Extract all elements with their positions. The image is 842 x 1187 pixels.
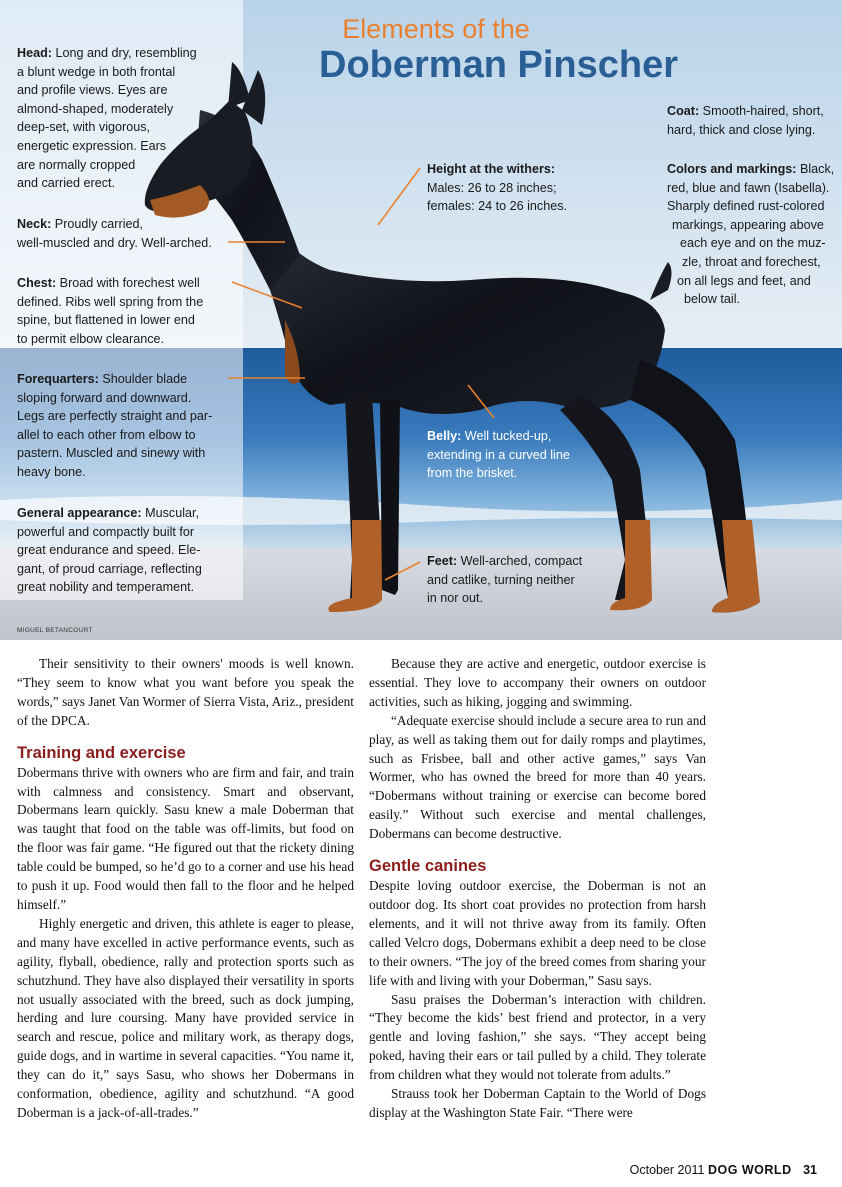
- callout-belly-label: Belly:: [427, 429, 462, 443]
- page-number: 31: [803, 1163, 817, 1177]
- callout-neck-label: Neck:: [17, 217, 52, 231]
- paragraph: Highly energetic and driven, this athlete is eager to please, and many have excelled in active performance events, such as agility, flyball, obedience, rally and protection sports such as schutzhund. They have also displayed their versatility in sports not usually associated with the breed, such as dock jumping, herding and lure coursing. Many have provided service in search and rescue, police and military work, as therapy dogs, guide dogs, and in wartime in several capacities. “You name it, they can do it,” says Sasu, who shows her Dobermans in conformation, obedience, agility and schutzhund. “A good Doberman is a jack-of-all-trades.”: [17, 915, 354, 1120]
- paragraph: Strauss took her Doberman Captain to the World of Dogs display at the Washington State Fair. “There were: [369, 1086, 706, 1120]
- callout-coat: Coat: Smooth-haired, short, hard, thick and close lying.: [667, 104, 824, 137]
- paragraph: Because they are active and energetic, outdoor exercise is essential. They love to accompany their owners on outdoor activities, such as hiking, jogging and swimming.: [369, 656, 706, 709]
- callout-neck: Neck: Proudly carried, well-muscled and dry. Well-arched.: [17, 217, 212, 250]
- paragraph: Sasu praises the Doberman’s interaction with children. “They become the kids’ best friend and protector, in a very gentle and loving fashion,” she says. “They accept being poked, having their ears or tail pulled by a child. They tolerate from children what they would not tolerate from adults.”: [369, 991, 706, 1083]
- footer-magazine: DOG WORLD: [707, 1163, 792, 1177]
- callout-chest: Chest: Broad with forechest well defined. Ribs well spring from the spine, but flattened in lower end to permit elbow clearance.: [17, 276, 204, 346]
- paragraph: Their sensitivity to their owners' moods is well known. “They seem to know what you want before you speak the words,” says Janet Van Wormer of Sierra Vista, Ariz., president of the DPCA.: [17, 656, 354, 728]
- callout-coat-label: Coat:: [667, 104, 700, 118]
- callout-feet: Feet: Well-arched, compact and catlike, turning neither in nor out.: [427, 554, 583, 606]
- callout-belly: Belly: Well tucked-up, extending in a curved line from the brisket.: [427, 429, 570, 481]
- callout-head: Head: Long and dry, resembling a blunt wedge in both frontal and profile views. Eyes are almond-shaped, moderately deep-set, with vigorous, energetic expression. Ears are normally cropped and carried erect.: [17, 46, 197, 191]
- callout-chest-label: Chest:: [17, 276, 57, 290]
- callout-general-label: General appearance:: [17, 506, 142, 520]
- paragraph: “Adequate exercise should include a secure area to run and play, as well as taking them out for daily romps and playtimes, such as Frisbee, ball and other active games,” says Van Wormer, who has owned the breed for more than 40 years. “Dobermans without training or exercise can become bored easily.” Without such exercise and mental challenges, Dobermans can become destructive.: [369, 712, 706, 842]
- paragraph: Dobermans thrive with owners who are firm and fair, and train with calmness and consistency. Smart and observant, Dobermans learn quickly. Sasu knew a male Doberman that was taught that food on the table was off-limits, but food on the floor was fair game. “He figured out that the rickety dining table could be bumped, so he’d go to a corner and use his head to push it up. Food would then fall to the floor and he helped himself.”: [17, 764, 354, 912]
- article-column-left: [17, 655, 354, 1123]
- callout-forequarters-label: Forequarters:: [17, 372, 99, 386]
- article-column-right: [369, 655, 706, 1123]
- callout-feet-label: Feet:: [427, 554, 458, 568]
- callout-colors: Colors and markings: Black, red, blue and fawn (Isabella). Sharply defined rust-colored markings, appearing above each eye and on the muz- zle, throat and forechest, on all legs and feet, and below tail.: [667, 162, 835, 307]
- heading-training: Training and exercise: [17, 743, 186, 762]
- callout-head-label: Head:: [17, 46, 52, 60]
- callout-height-label: Height at the withers:: [427, 162, 556, 176]
- footer-date: October 2011: [629, 1163, 705, 1177]
- callout-forequarters: Forequarters: Shoulder blade sloping forward and downward. Legs are perfectly straight and par- allel to each other from elbow to pastern. Muscled and sinewy with heavy bone.: [17, 372, 213, 479]
- title-line-1: Elements of the: [342, 14, 530, 44]
- callout-general-appearance: General appearance: Muscular, powerful and compactly built for great endurance and speed. Ele- gant, of proud carriage, reflecting great nobility and temperament.: [17, 506, 202, 595]
- callout-colors-label: Colors and markings:: [667, 162, 797, 176]
- photo-credit: MIGUEL BETANCOURT: [17, 627, 93, 634]
- page-footer: [630, 1163, 817, 1177]
- paragraph: Despite loving outdoor exercise, the Doberman is not an outdoor dog. Its short coat provides no protection from harsh elements, and it will not thrive away from its family. Often called Velcro dogs, Dobermans exhibit a deep need to be close to their owners. “The joy of the breed comes from sharing your life with and living with your Doberman,” Sasu says.: [369, 878, 706, 988]
- callout-height: Height at the withers: Males: 26 to 28 inches; females: 24 to 26 inches.: [427, 162, 568, 214]
- title-line-2: Doberman Pinscher: [319, 44, 678, 86]
- heading-gentle-canines: Gentle canines: [369, 857, 487, 876]
